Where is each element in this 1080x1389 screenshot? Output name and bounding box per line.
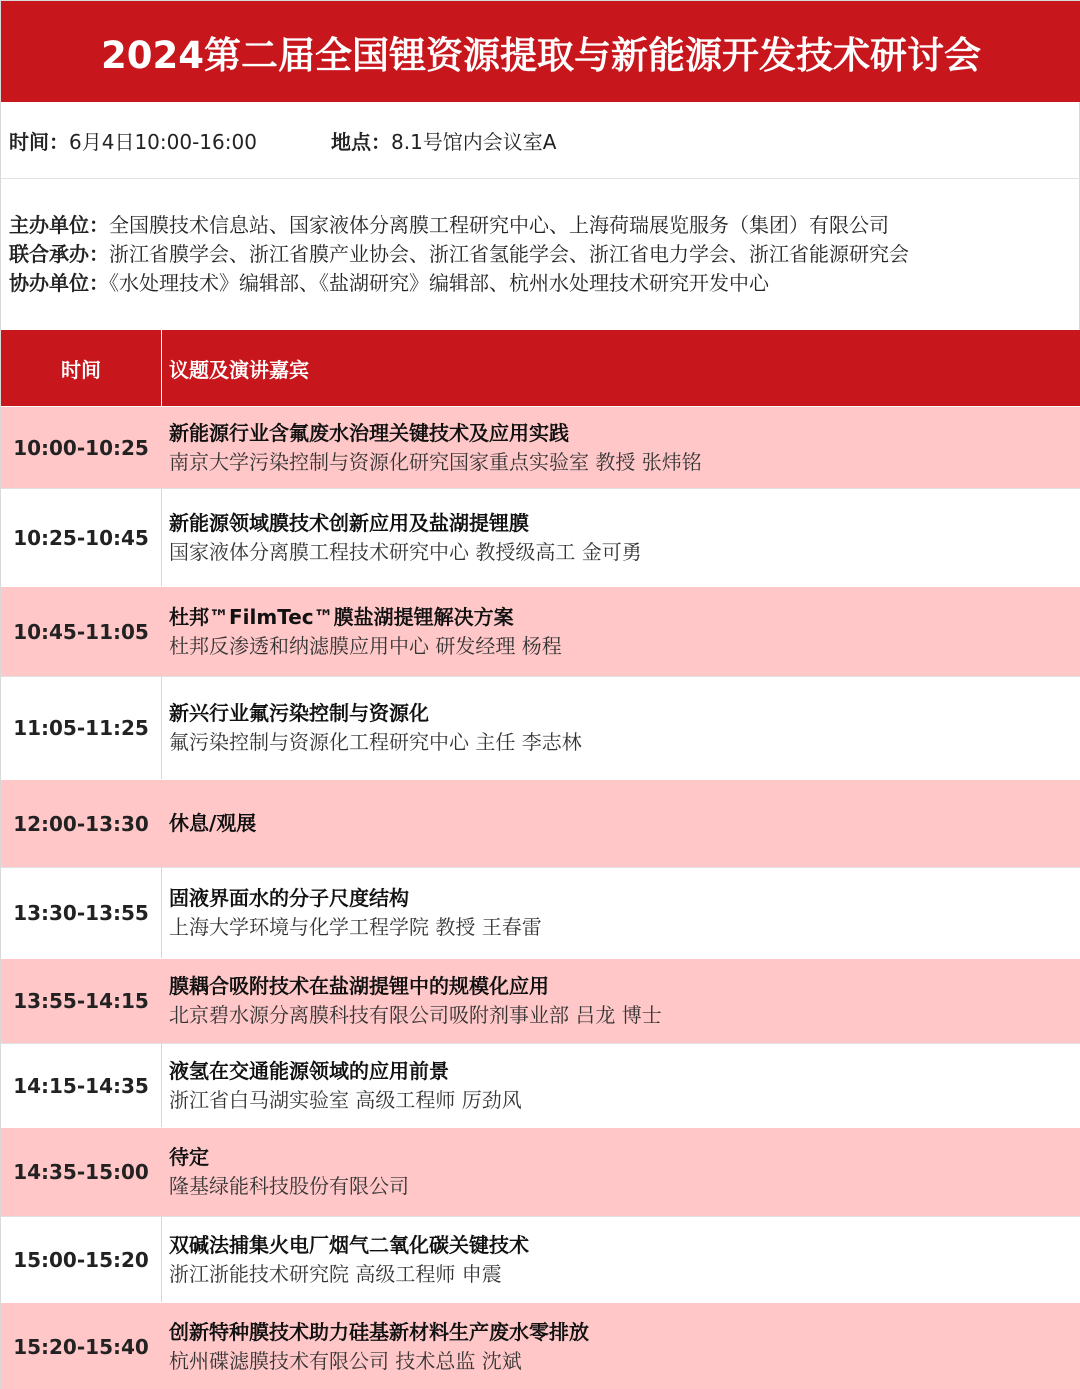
schedule-header (1, 330, 1080, 406)
row-topic (162, 489, 1080, 586)
organizer-value: 《水处理技术》编辑部、《盐湖研究》编辑部、杭州水处理技术研究开发中心 (109, 271, 769, 295)
table-row (1, 779, 1080, 867)
table-row (1, 676, 1080, 779)
table-row (1, 406, 1080, 488)
talk-title: 新能源领域膜技术创新应用及盐湖提锂膜 (169, 510, 529, 535)
row-topic (162, 868, 1080, 958)
talk-title: 休息/观展 (169, 811, 257, 835)
row-topic (162, 677, 1080, 779)
talk-title: 新能源行业含氟废水治理关键技术及应用实践 (169, 420, 569, 445)
row-topic (162, 1128, 1080, 1216)
row-topic (162, 780, 1080, 867)
talk-speaker: 上海大学环境与化学工程学院 教授 王春雷 (169, 915, 542, 939)
talk-speaker: 北京碧水源分离膜科技有限公司吸附剂事业部 吕龙 博士 (169, 1003, 662, 1027)
talk-speaker: 氟污染控制与资源化工程研究中心 主任 李志林 (169, 730, 582, 754)
organizer-label: 联合承办： (9, 242, 109, 266)
talk-speaker: 国家液体分离膜工程技术研究中心 教授级高工 金可勇 (169, 539, 642, 564)
place-label: 地点： (331, 130, 391, 154)
row-time: 10:00-10:25 (1, 407, 162, 488)
table-row (1, 1043, 1080, 1127)
talk-title: 待定 (169, 1145, 209, 1169)
time-value: 6月4日10:00-16:00 (69, 130, 257, 154)
table-row (1, 586, 1080, 676)
schedule-table (1, 330, 1080, 1389)
row-time: 14:15-14:35 (1, 1044, 162, 1127)
row-topic (162, 587, 1080, 676)
row-time: 14:35-15:00 (1, 1128, 162, 1216)
row-topic (162, 1044, 1080, 1127)
organizer-host (1, 211, 1080, 240)
time-place-row (1, 102, 1080, 179)
header-topic: 议题及演讲嘉宾 (169, 357, 309, 382)
row-time: 11:05-11:25 (1, 677, 162, 779)
time-info (9, 102, 257, 179)
time-label: 时间： (9, 130, 69, 154)
row-time: 10:45-11:05 (1, 587, 162, 676)
talk-title: 新兴行业氟污染控制与资源化 (169, 701, 429, 725)
talk-speaker: 杜邦反渗透和纳滤膜应用中心 研发经理 杨程 (169, 633, 562, 658)
talk-title: 液氢在交通能源领域的应用前景 (169, 1058, 449, 1083)
row-time: 10:25-10:45 (1, 489, 162, 586)
organizer-value: 全国膜技术信息站、国家液体分离膜工程研究中心、上海荷瑞展览服务（集团）有限公司 (109, 213, 889, 237)
organizer-label: 协办单位： (9, 271, 109, 295)
talk-title: 杜邦™FilmTec™膜盐湖提锂解决方案 (169, 604, 514, 629)
row-time: 13:55-14:15 (1, 959, 162, 1043)
organizer-value: 浙江省膜学会、浙江省膜产业协会、浙江省氢能学会、浙江省电力学会、浙江省能源研究会 (109, 242, 909, 266)
talk-speaker: 隆基绿能科技股份有限公司 (169, 1174, 409, 1198)
table-row (1, 1302, 1080, 1389)
row-time: 13:30-13:55 (1, 868, 162, 958)
header-time: 时间 (1, 330, 162, 406)
talk-speaker: 浙江浙能技术研究院 高级工程师 申震 (169, 1261, 502, 1286)
talk-title: 膜耦合吸附技术在盐湖提锂中的规模化应用 (169, 974, 549, 998)
talk-speaker: 南京大学污染控制与资源化研究国家重点实验室 教授 张炜铭 (169, 449, 702, 474)
row-time: 12:00-13:30 (1, 780, 162, 867)
talk-title: 固液界面水的分子尺度结构 (169, 886, 409, 910)
row-time: 15:20-15:40 (1, 1303, 162, 1389)
page-title: 2024第二届全国锂资源提取与新能源开发技术研讨会 (1, 1, 1080, 102)
talk-title: 创新特种膜技术助力硅基新材料生产废水零排放 (169, 1320, 589, 1344)
organizer-support (1, 269, 1080, 298)
talk-speaker: 杭州碟滤膜技术有限公司 技术总监 沈斌 (169, 1349, 522, 1373)
organizer-label: 主办单位： (9, 213, 109, 237)
row-topic (162, 1303, 1080, 1389)
row-topic (162, 959, 1080, 1043)
place-value: 8.1号馆内会议室A (391, 130, 557, 154)
talk-speaker: 浙江省白马湖实验室 高级工程师 厉劲风 (169, 1087, 522, 1112)
row-topic (162, 407, 1080, 488)
table-row (1, 488, 1080, 586)
place-info (331, 102, 557, 179)
talk-title: 双碱法捕集火电厂烟气二氧化碳关键技术 (169, 1232, 529, 1257)
table-row (1, 1127, 1080, 1216)
row-topic (162, 1217, 1080, 1302)
table-row (1, 1216, 1080, 1302)
organizers-block (1, 179, 1080, 330)
organizer-co-host (1, 240, 1080, 269)
table-row (1, 867, 1080, 958)
table-row (1, 958, 1080, 1043)
row-time: 15:00-15:20 (1, 1217, 162, 1302)
